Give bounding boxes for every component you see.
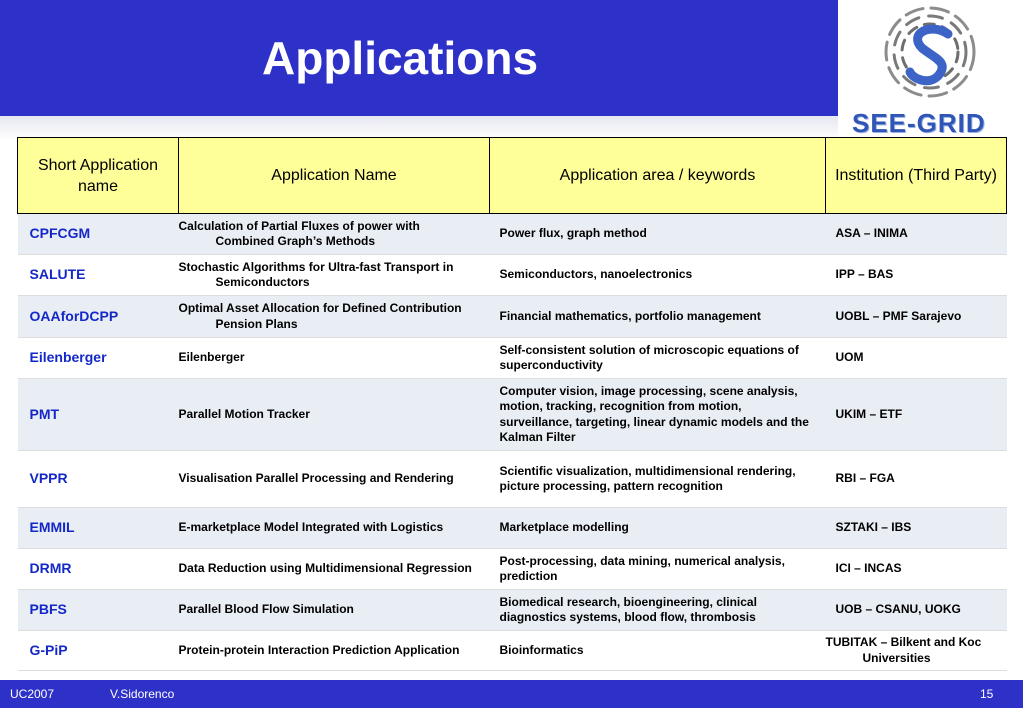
table-row <box>18 296 1007 338</box>
short-name-cell: EMMIL <box>18 508 179 549</box>
application-name-cell: Calculation of Partial Fluxes of power with Combined Graph’s Methods <box>179 214 490 255</box>
short-name-cell: Eilenberger <box>18 338 179 379</box>
short-name-cell: VPPR <box>18 451 179 508</box>
short-name-cell: PMT <box>18 379 179 451</box>
application-name-cell: Data Reduction using Multidimensional Regression <box>179 549 490 590</box>
column-header-institution: Institution (Third Party) <box>826 138 1007 214</box>
institution-cell: RBI – FGA <box>826 451 1007 508</box>
institution-cell: TUBITAK – Bilkent and Koc Universities <box>826 631 1007 671</box>
footer-event: UC2007 <box>10 687 55 701</box>
slide-title: Applications <box>262 32 539 84</box>
table-row <box>18 631 1007 671</box>
table-row <box>18 451 1007 508</box>
institution-cell: UKIM – ETF <box>826 379 1007 451</box>
column-header-application-area: Application area / keywords <box>490 138 826 214</box>
application-name-cell: Protein-protein Interaction Prediction Application <box>179 631 490 671</box>
short-name-cell: OAAforDCPP <box>18 296 179 338</box>
application-area-cell: Self-consistent solution of microscopic equations of superconductivity <box>490 338 826 379</box>
footer-page-number: 15 <box>980 687 994 701</box>
short-name-cell: CPFCGM <box>18 214 179 255</box>
short-name-cell: PBFS <box>18 590 179 631</box>
application-name-cell: Parallel Motion Tracker <box>179 379 490 451</box>
table-row <box>18 508 1007 549</box>
short-name-cell: G-PiP <box>18 631 179 671</box>
table-row <box>18 338 1007 379</box>
application-area-cell: Financial mathematics, portfolio management <box>490 296 826 338</box>
see-grid-swirl-icon <box>838 0 1023 110</box>
title-bar <box>0 0 838 116</box>
institution-cell: SZTAKI – IBS <box>826 508 1007 549</box>
application-area-cell: Semiconductors, nanoelectronics <box>490 255 826 296</box>
application-name-cell: Parallel Blood Flow Simulation <box>179 590 490 631</box>
table-row <box>18 379 1007 451</box>
footer-author: V.Sidorenco <box>110 687 175 701</box>
application-area-cell: Marketplace modelling <box>490 508 826 549</box>
table-row <box>18 214 1007 255</box>
institution-cell: UOBL – PMF Sarajevo <box>826 296 1007 338</box>
application-name-cell: E-marketplace Model Integrated with Logistics <box>179 508 490 549</box>
table-row <box>18 590 1007 631</box>
table-row <box>18 549 1007 590</box>
table-row <box>18 255 1007 296</box>
logo-wordmark: SEE-GRID <box>852 108 986 138</box>
institution-cell: UOM <box>826 338 1007 379</box>
application-area-cell: Biomedical research, bioengineering, clinical diagnostics systems, blood flow, thrombosis <box>490 590 826 631</box>
application-area-cell: Bioinformatics <box>490 631 826 671</box>
applications-table <box>17 137 1007 671</box>
column-header-application-name: Application Name <box>179 138 490 214</box>
application-area-cell: Power flux, graph method <box>490 214 826 255</box>
application-area-cell: Post-processing, data mining, numerical analysis, prediction <box>490 549 826 590</box>
see-grid-logo <box>838 0 1023 150</box>
short-name-cell: SALUTE <box>18 255 179 296</box>
application-area-cell: Scientific visualization, multidimensional rendering, picture processing, pattern recognition <box>490 451 826 508</box>
short-name-cell: DRMR <box>18 549 179 590</box>
application-name-cell: Optimal Asset Allocation for Defined Contribution Pension Plans <box>179 296 490 338</box>
application-name-cell: Stochastic Algorithms for Ultra-fast Transport in Semiconductors <box>179 255 490 296</box>
institution-cell: UOB – CSANU, UOKG <box>826 590 1007 631</box>
institution-cell: ICI – INCAS <box>826 549 1007 590</box>
footer-bar <box>0 680 1023 708</box>
application-name-cell: Eilenberger <box>179 338 490 379</box>
table-header-row <box>18 138 1007 214</box>
institution-cell: ASA – INIMA <box>826 214 1007 255</box>
column-header-short-name: Short Application name <box>18 138 179 214</box>
application-name-cell: Visualisation Parallel Processing and Rendering <box>179 451 490 508</box>
application-area-cell: Computer vision, image processing, scene analysis, motion, tracking, recognition from motion, surveillance, targeting, linear dynamic models and the Kalman Filter <box>490 379 826 451</box>
institution-cell: IPP – BAS <box>826 255 1007 296</box>
